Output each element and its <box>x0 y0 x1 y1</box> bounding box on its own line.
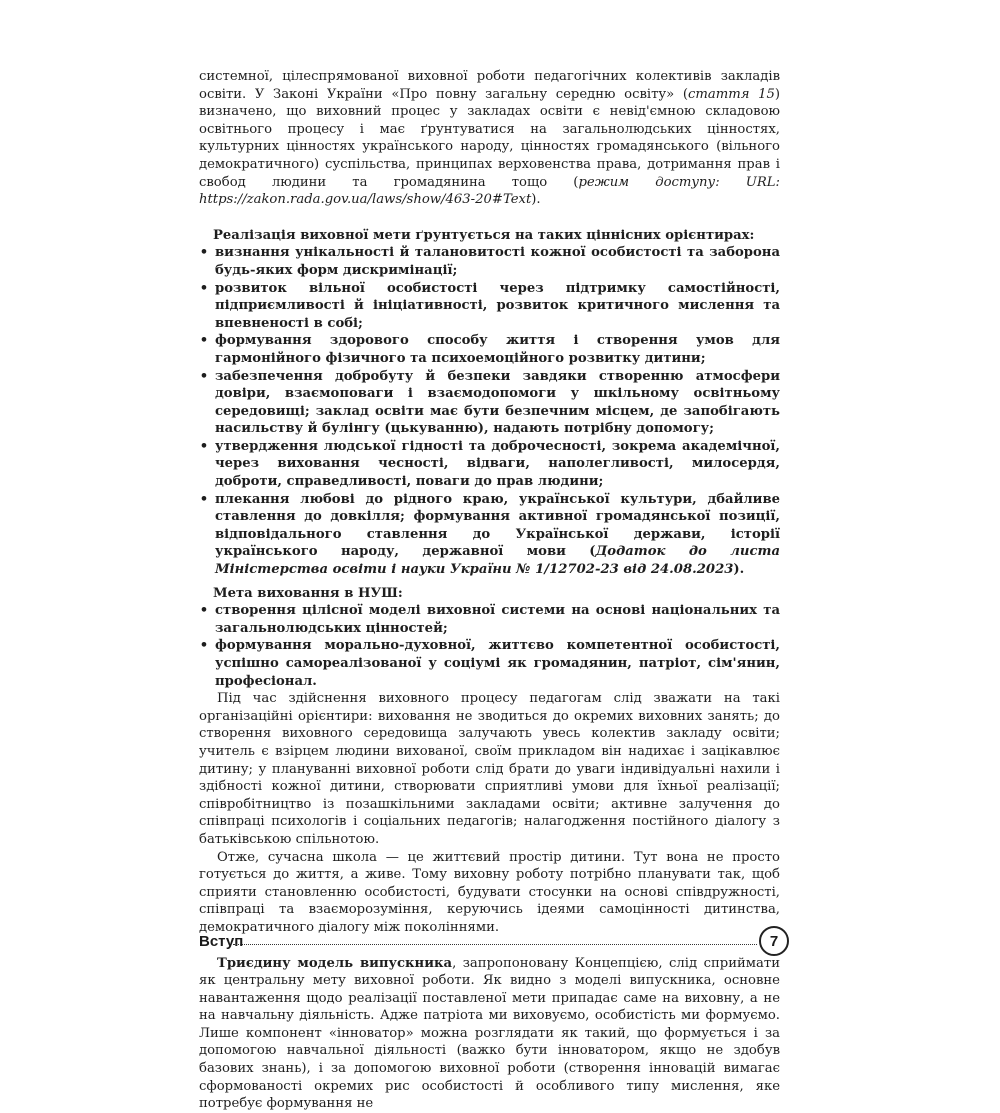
page-footer <box>199 926 789 962</box>
bullet-icon: • <box>199 368 209 384</box>
list-item: • утвердження людської гідності та доброчесності, зокрема академічної, через виховання чесності, відваги, наполегливості, милосердя, доброти, справедливості, поваги до прав людини; <box>199 438 780 490</box>
intro-paragraph: системної, цілеспрямованої виховної роботи педагогічних колективів закладів освіти. У Законі України «Про повну загальну середню освіту» (стаття 15) визначено, що виховний процес у закладах освіти є невід'ємною складовою освітнього процесу і має ґрунтуватися на загальнолюдських цінностях, культурних цінностях українського народу, цінностях громадянського (вільного демократичного) суспільства, принципах верховенства права, дотримання прав і свобод людини та громадянина тощо (режим доступу: URL: https://zakon.rada.gov.ua/laws/show/463-20#Text). <box>199 69 780 208</box>
section-label: Вступ <box>199 933 244 950</box>
body-paragraph-school: Отже, сучасна школа — це життєвий простір дитини. Тут вона не просто готується до життя, а живе. Тому виховну роботу потрібно планувати так, щоб сприяти становленню особистості, будувати стосунки на основі співдружності, співпраці та взаєморозуміння, керуючись ідеями самоцінності дитинства, демократичного діалогу між поколіннями. <box>199 849 780 935</box>
bullet-icon: • <box>199 333 209 349</box>
list-item: • формування здорового способу життя і створення умов для гармонійного фізичного та психоемоційного розвитку дитини; <box>199 333 780 366</box>
values-heading: Реалізація виховної мети ґрунтується на таких ціннісних орієнтирах: <box>213 227 755 243</box>
list-item: • забезпечення добробуту й безпеки завдяки створенню атмосфери довіри, взаємоповаги і взаємодопомоги у шкільному освітньому середовищі; заклад освіти має бути безпечним місцем, де запобігають насильству й булінгу (цькуванню), надають потрібну допомогу; <box>199 368 780 437</box>
list-item: • визнання унікальності й талановитості кожної особистості та заборона будь-яких форм дискримінації; <box>199 245 780 278</box>
body-paragraph-orientation: Під час здійснення виховного процесу педагогам слід зважати на такі організаційні орієнтири: виховання не зводиться до окремих виховних занять; до створення виховного середовища залучають увесь колектив закладу освіти; учитель є взірцем людини вихованої, своїм прикладом він надихає і зацікавлює дитину; у плануванні виховної роботи слід брати до уваги індивідуальні нахили і здібності кожної дитини, створювати сприятливі умови для їхньої реалізації; співробітництво із позашкільними закладами освіти; активне залучення до співпраці психологів і соціальних педагогів; налагодження постійного діалогу з батьківською спільнотою. <box>199 691 780 847</box>
intro-ref-url: режим доступу: URL: https://zakon.rada.gov.ua/laws/show/463-20#Text <box>199 174 780 208</box>
intro-ref-article: стаття 15 <box>687 86 775 102</box>
footer-dotted-rule <box>233 944 757 945</box>
values-ref-letter: Додаток до листа Міністерства освіти і науки України № 1/12702-23 від 24.08.2023 <box>215 544 780 578</box>
body-paragraph-model: Триєдину модель випускника, запропоновану Концепцією, слід сприймати як центральну мету виховної роботи. Як видно з моделі випускника, основне навантаження щодо реалізації поставленої мети припадає саме на виховну, а не на навчальну діяльність. Адже патріота ми виховуємо, особистість ми формуємо. Лише компонент «інноватор» можна розглядати як такий, що формується і за допомогою навчальної діяльності (важко бути інноватором, якщо не здобув базових знань), і за допомогою виховної роботи (створення інновацій вимагає сформованості окремих рис особистості й особливого типу мислення, яке потребує формування не <box>199 955 780 1112</box>
model-term: Триєдину модель випускника <box>217 955 453 971</box>
bullet-icon: • <box>199 280 209 296</box>
list-item: • створення цілісної моделі виховної системи на основі національних та загальнолюдських цінностей; <box>199 603 780 636</box>
bullet-icon: • <box>199 245 209 261</box>
list-item: • формування морально-духовної, життєво компетентної особистості, успішно самореалізованої у соціумі як громадянин, патріот, сім'янин, професіонал. <box>199 638 780 689</box>
values-list <box>199 244 780 578</box>
nush-list <box>199 602 780 690</box>
list-item: • плекання любові до рідного краю, української культури, дбайливе ставлення до довкілля; формування активної громадянської позиції, відповідального ставлення до Української держави, історії українського народу, державної мови (Додаток до листа Міністерства освіти і науки України № 1/12702-23 від 24.08.2023). <box>199 491 780 578</box>
bullet-icon: • <box>199 603 209 619</box>
bullet-icon: • <box>199 638 209 654</box>
page-number: 7 <box>759 926 789 956</box>
bullet-icon: • <box>199 438 209 454</box>
bullet-icon: • <box>199 491 209 507</box>
nush-heading: Мета виховання в НУШ: <box>213 585 403 601</box>
list-item: • розвиток вільної особистості через підтримку самостійності, підприємливості й ініціативності, розвиток критичного мислення та впевненості в собі; <box>199 280 780 331</box>
